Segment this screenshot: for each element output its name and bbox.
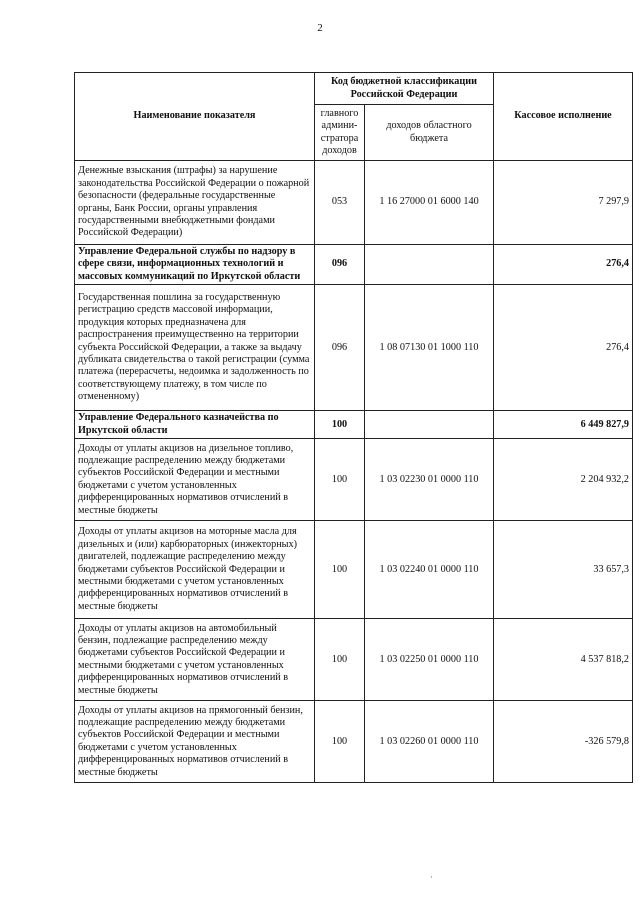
kbk-code-cell: 1 03 02230 01 0000 110 bbox=[365, 439, 494, 521]
kbk-code-cell: 1 03 02250 01 0000 110 bbox=[365, 619, 494, 701]
admin-code-cell: 100 bbox=[315, 521, 365, 619]
scan-specks: · bbox=[430, 872, 433, 882]
kbk-code-cell bbox=[365, 411, 494, 439]
admin-code-cell: 100 bbox=[315, 701, 365, 783]
table-row bbox=[75, 285, 633, 411]
header-kbk-group: Код бюджетной классификации Российской Федерации bbox=[315, 73, 494, 105]
kbk-code-cell: 1 16 27000 01 6000 140 bbox=[365, 161, 494, 245]
indicator-cell: Управление Федерального казначейства по Иркутской области bbox=[75, 411, 315, 439]
table-row bbox=[75, 161, 633, 245]
admin-code-cell: 096 bbox=[315, 245, 365, 285]
amount-cell: 2 204 932,2 bbox=[494, 439, 633, 521]
table-body bbox=[75, 161, 633, 783]
budget-table bbox=[74, 72, 633, 783]
indicator-cell: Доходы от уплаты акцизов на моторные масла для дизельных и (или) карбюраторных (инжекторных) двигателей, подлежащие распределению между бюджетами субъектов Российской Федерации и местными бюджетами с учетом установленных дифференцированных нормативов отчислений в местные бюджеты bbox=[75, 521, 315, 619]
admin-code-cell: 100 bbox=[315, 411, 365, 439]
table-row bbox=[75, 521, 633, 619]
table-row bbox=[75, 411, 633, 439]
indicator-cell: Денежные взыскания (штрафы) за нарушение законодательства Российской Федерации о пожарной безопасности (федеральные государственные органы, Банк России, органы управления государственными внебюджетными фондами Российской Федерации) bbox=[75, 161, 315, 245]
header-indicator: Наименование показателя bbox=[75, 73, 315, 161]
indicator-cell: Доходы от уплаты акцизов на дизельное топливо, подлежащие распределению между бюджетами субъектов Российской Федерации и местными бюджетами с учетом установленных дифференцированных нормативов отчислений в местные бюджеты bbox=[75, 439, 315, 521]
kbk-code-cell: 1 08 07130 01 1000 110 bbox=[365, 285, 494, 411]
indicator-cell: Доходы от уплаты акцизов на прямогонный бензин, подлежащие распределению между бюджетами субъектов Российской Федерации и местными бюджетами с учетом установленных дифференцированных нормативов отчислений в местные бюджеты bbox=[75, 701, 315, 783]
kbk-code-cell: 1 03 02240 01 0000 110 bbox=[365, 521, 494, 619]
header-income: доходов областного бюджета bbox=[365, 105, 494, 161]
amount-cell: 33 657,3 bbox=[494, 521, 633, 619]
amount-cell: 276,4 bbox=[494, 245, 633, 285]
amount-cell: 276,4 bbox=[494, 285, 633, 411]
indicator-cell: Доходы от уплаты акцизов на автомобильный бензин, подлежащие распределению между бюджетами субъектов Российской Федерации и местными бюджетами с учетом установленных дифференцированных нормативов отчислений в местные бюджеты bbox=[75, 619, 315, 701]
amount-cell: 7 297,9 bbox=[494, 161, 633, 245]
table-row bbox=[75, 439, 633, 521]
admin-code-cell: 053 bbox=[315, 161, 365, 245]
kbk-code-cell: 1 03 02260 01 0000 110 bbox=[365, 701, 494, 783]
admin-code-cell: 100 bbox=[315, 439, 365, 521]
table-row bbox=[75, 619, 633, 701]
admin-code-cell: 096 bbox=[315, 285, 365, 411]
amount-cell: 4 537 818,2 bbox=[494, 619, 633, 701]
table-row bbox=[75, 701, 633, 783]
page-number: 2 bbox=[317, 22, 323, 34]
indicator-cell: Управление Федеральной службы по надзору в сфере связи, информационных технологий и массовых коммуникаций по Иркутской области bbox=[75, 245, 315, 285]
table-row bbox=[75, 245, 633, 285]
kbk-code-cell bbox=[365, 245, 494, 285]
amount-cell: -326 579,8 bbox=[494, 701, 633, 783]
indicator-cell: Государственная пошлина за государственную регистрацию средств массовой информации, продукция которых предназначена для распространения преимущественно на территории субъекта Российской Федерации, а также за выдачу дубликата свидетельства о такой регистрации (сумма платежа (перерасчеты, недоимка и задолженность по соответствующему платежу, в том числе по отмененному) bbox=[75, 285, 315, 411]
header-admin: главного админи-стратора доходов bbox=[315, 105, 365, 161]
amount-cell: 6 449 827,9 bbox=[494, 411, 633, 439]
admin-code-cell: 100 bbox=[315, 619, 365, 701]
header-execution: Кассовое исполнение bbox=[494, 73, 633, 161]
